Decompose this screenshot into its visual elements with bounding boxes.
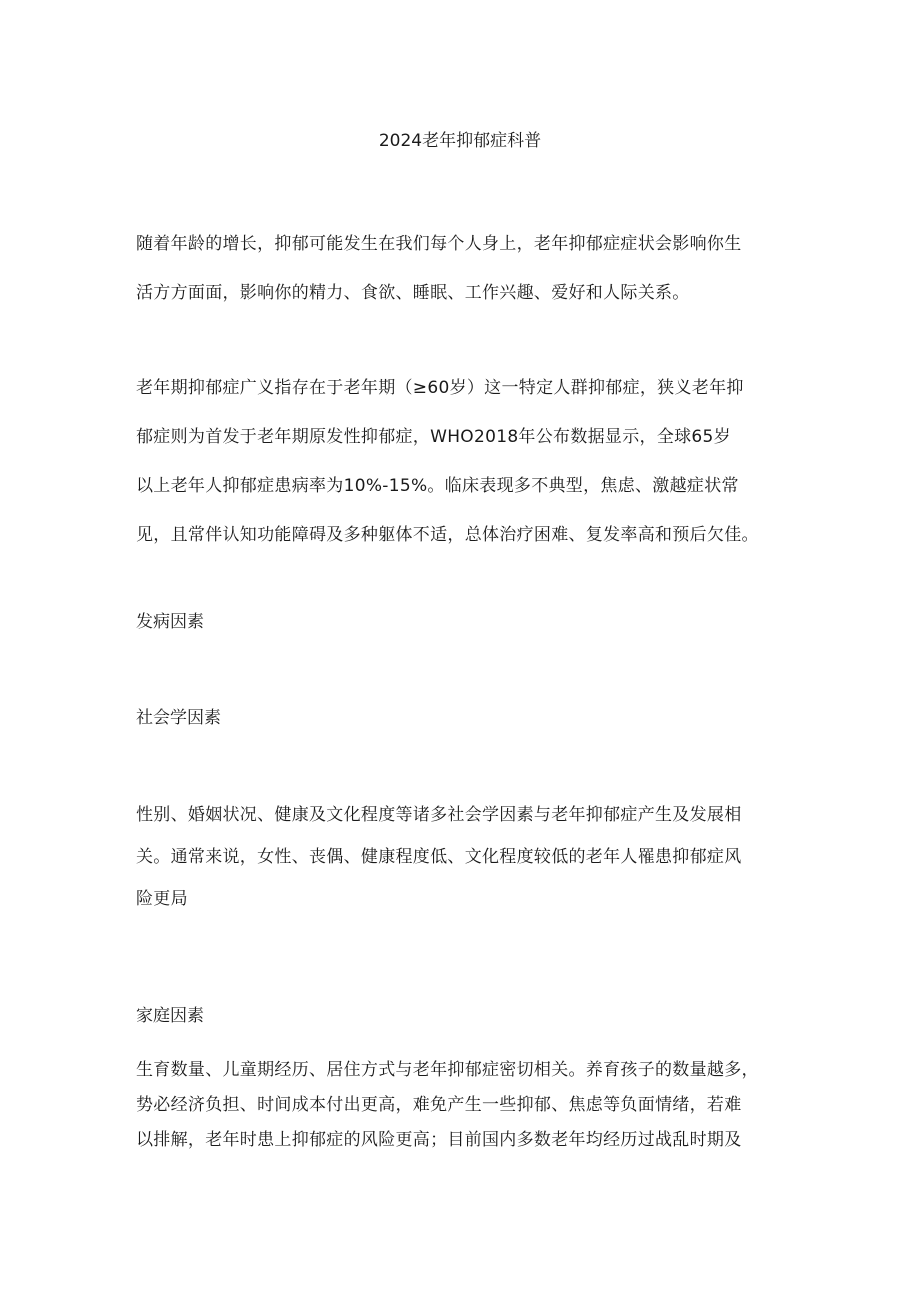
paragraph-line: 以排解，老年时患上抑郁症的风险更高；目前国内多数老年均经历过战乱时期及 — [136, 1130, 742, 1150]
paragraph-line: 险更局 — [136, 889, 188, 909]
paragraph-line: 老年期抑郁症广义指存在于老年期（≥60岁）这一特定人群抑郁症，狭义老年抑 — [136, 378, 744, 398]
intro-paragraph — [136, 220, 796, 318]
document-title: 2024老年抑郁症科普 — [378, 131, 542, 151]
paragraph-line: 性别、婚姻状况、健康及文化程度等诸多社会学因素与老年抑郁症产生及发展相 — [136, 805, 742, 825]
paragraph-line: 势必经济负担、时间成本付出更高，难免产生一些抑郁、焦虑等负面情绪，若难 — [136, 1095, 742, 1115]
subheading-social-factors: 社会学因素 — [136, 708, 221, 728]
social-factors-paragraph — [136, 794, 796, 920]
paragraph-line: 生育数量、儿童期经历、居住方式与老年抑郁症密切相关。养育孩子的数量越多， — [136, 1060, 759, 1080]
subheading-family-factors: 家庭因素 — [136, 1006, 204, 1026]
paragraph-line: 见，且常伴认知功能障碍及多种躯体不适，总体治疗困难、复发率高和预后欠佳。 — [136, 525, 759, 545]
paragraph-line: 关。通常来说，女性、丧偶、健康程度低、文化程度较低的老年人罹患抑郁症风 — [136, 847, 742, 867]
paragraph-line: 活方方面面，影响你的精力、食欲、睡眠、工作兴趣、爱好和人际关系。 — [136, 283, 690, 303]
paragraph-line: 以上老年人抑郁症患病率为10%-15%。临床表现多不典型，焦虑、激越症状常 — [136, 476, 739, 496]
paragraph-line: 随着年龄的增长，抑郁可能发生在我们每个人身上，老年抑郁症症状会影响你生 — [136, 234, 742, 254]
paragraph-line: 郁症则为首发于老年期原发性抑郁症，WHO2018年公布数据显示，全球65岁 — [136, 427, 731, 447]
family-factors-paragraph — [136, 1053, 796, 1158]
definition-paragraph — [136, 364, 796, 560]
section-heading-causes: 发病因素 — [136, 612, 204, 632]
